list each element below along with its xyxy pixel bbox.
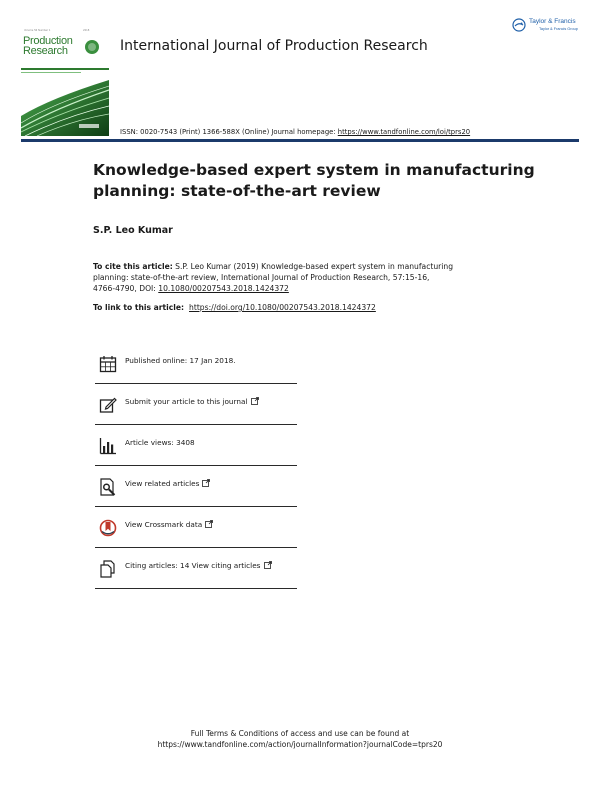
crossmark-icon [99,519,117,537]
search-document-icon [99,478,117,496]
cover-title [23,36,73,56]
info-text-published: Published online: 17 Jan 2018. [125,356,236,365]
info-link-related[interactable] [125,479,210,488]
issn-text: ISSN: 0020-7543 (Print) 1366-588X (Online) Journal homepage: [120,128,338,136]
journal-homepage-link[interactable]: https://www.tandfonline.com/loi/tprs20 [337,128,471,136]
citation-label: To cite this article: [93,262,173,271]
citation-line2: planning: state-of-the-art review, International Journal of Production Research, 57:15-16, [93,272,430,282]
bar-chart-icon [99,437,117,455]
info-item-citing[interactable] [95,548,297,589]
footer-terms-link[interactable]: https://www.tandfonline.com/action/journalInformation?journalCode=tprs20 [157,740,443,749]
publisher-group: Taylor & Francis Group [539,27,578,31]
citation-line1 [93,262,493,273]
info-item-views [95,425,297,466]
info-text-submit: Submit your article to this journal [125,397,248,406]
info-item-published [95,343,297,384]
issn-line [120,128,470,136]
article-title [93,160,553,202]
cover-title-line1: Production [23,35,73,47]
external-link-icon [205,520,213,528]
citation-text-1: S.P. Leo Kumar (2019) Knowledge-based expert system in manufacturing [172,262,454,271]
info-item-submit[interactable] [95,384,297,425]
publisher-logo-icon [512,18,526,32]
article-author: S.P. Leo Kumar [93,225,173,236]
info-text-citing: Citing articles: 14 View citing articles [125,561,261,570]
cover-volume-text: Volume 56 Number 1 [24,29,51,32]
citation-text-3: 4766-4790, DOI: [93,283,159,293]
article-link-line [93,303,376,312]
external-link-icon [264,561,272,569]
publisher-logo [512,18,587,36]
terms-footer [0,728,600,750]
info-text-views: Article views: 3408 [125,438,195,447]
copy-documents-icon [99,560,117,578]
publisher-name: Taylor & Francis [529,18,576,25]
journal-cover-image [21,28,109,136]
link-label: To link to this article: [93,303,185,312]
footer-line1: Full Terms & Conditions of access and use can be found at [190,729,410,738]
citation-block [93,262,493,294]
article-info-list [95,343,297,589]
citation-doi-link[interactable]: 10.1080/00207543.2018.1424372 [158,283,289,293]
external-link-icon [202,479,210,487]
info-item-related[interactable] [95,466,297,507]
header-divider [21,139,579,142]
cover-year-text: 2018 [83,29,90,32]
info-text-related: View related articles [125,479,200,488]
journal-title: International Journal of Production Research [120,38,428,54]
article-title-line2: planning: state-of-the-art review [93,182,381,200]
info-item-crossmark[interactable] [95,507,297,548]
external-link-icon [251,397,259,405]
edit-icon [99,396,117,414]
info-text-crossmark: View Crossmark data [125,520,203,529]
cover-title-line2: Research [23,45,68,57]
info-link-crossmark[interactable] [125,520,213,529]
info-link-citing[interactable] [125,561,272,570]
article-doi-link[interactable]: https://doi.org/10.1080/00207543.2018.1424372 [189,303,376,312]
citation-line3 [93,284,493,295]
calendar-icon [99,355,117,373]
info-link-submit[interactable] [125,397,259,406]
article-title-line1: Knowledge-based expert system in manufacturing [93,161,535,179]
